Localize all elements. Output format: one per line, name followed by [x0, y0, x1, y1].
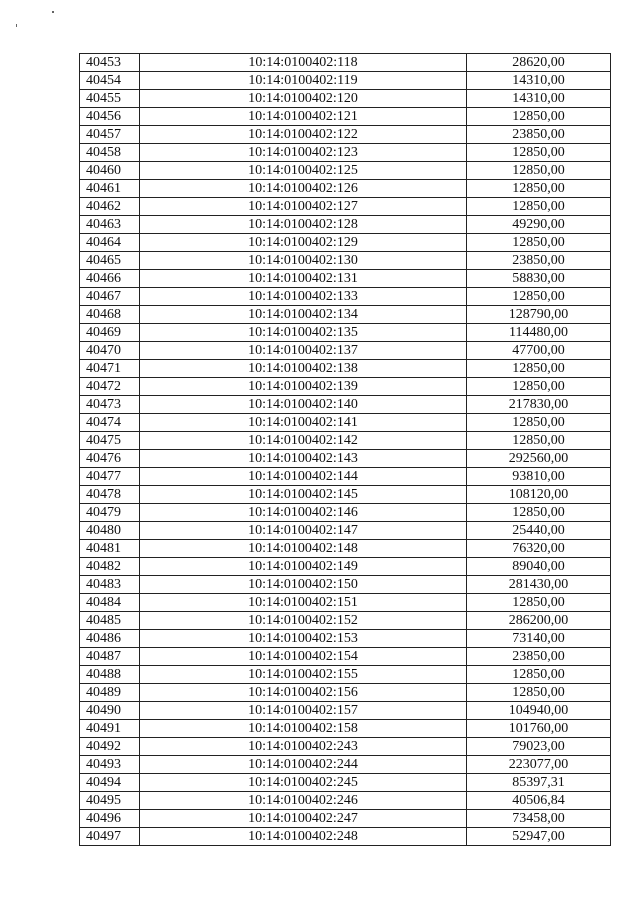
table-row: [80, 324, 611, 342]
row-number-cell: 40483: [80, 576, 140, 594]
table-row: [80, 72, 611, 90]
table-row: [80, 540, 611, 558]
row-number-cell: 40455: [80, 90, 140, 108]
value-cell: 93810,00: [467, 468, 611, 486]
table-row: [80, 468, 611, 486]
value-cell: 23850,00: [467, 648, 611, 666]
table-row: [80, 684, 611, 702]
table-row: [80, 306, 611, 324]
value-cell: 23850,00: [467, 252, 611, 270]
row-number-cell: 40462: [80, 198, 140, 216]
row-number-cell: 40490: [80, 702, 140, 720]
cadastral-value-table: [79, 53, 611, 846]
value-cell: 104940,00: [467, 702, 611, 720]
row-number-cell: 40454: [80, 72, 140, 90]
table-row: [80, 612, 611, 630]
cadastral-number-cell: 10:14:0100402:246: [140, 792, 467, 810]
row-number-cell: 40477: [80, 468, 140, 486]
table-row: [80, 378, 611, 396]
row-number-cell: 40497: [80, 828, 140, 846]
value-cell: 23850,00: [467, 126, 611, 144]
table-row: [80, 396, 611, 414]
value-cell: 85397,31: [467, 774, 611, 792]
cadastral-number-cell: 10:14:0100402:139: [140, 378, 467, 396]
cadastral-number-cell: 10:14:0100402:148: [140, 540, 467, 558]
cadastral-number-cell: 10:14:0100402:144: [140, 468, 467, 486]
cadastral-number-cell: 10:14:0100402:121: [140, 108, 467, 126]
table-row: [80, 792, 611, 810]
table-row: [80, 162, 611, 180]
value-cell: 101760,00: [467, 720, 611, 738]
cadastral-number-cell: 10:14:0100402:135: [140, 324, 467, 342]
row-number-cell: 40461: [80, 180, 140, 198]
value-cell: 217830,00: [467, 396, 611, 414]
table-row: [80, 666, 611, 684]
row-number-cell: 40482: [80, 558, 140, 576]
value-cell: 12850,00: [467, 378, 611, 396]
table-row: [80, 486, 611, 504]
table-row: [80, 504, 611, 522]
value-cell: 12850,00: [467, 162, 611, 180]
table-row: [80, 828, 611, 846]
row-number-cell: 40493: [80, 756, 140, 774]
cadastral-number-cell: 10:14:0100402:152: [140, 612, 467, 630]
cadastral-number-cell: 10:14:0100402:243: [140, 738, 467, 756]
value-cell: 12850,00: [467, 288, 611, 306]
value-cell: 28620,00: [467, 54, 611, 72]
value-cell: 12850,00: [467, 360, 611, 378]
value-cell: 12850,00: [467, 198, 611, 216]
row-number-cell: 40460: [80, 162, 140, 180]
value-cell: 47700,00: [467, 342, 611, 360]
value-cell: 52947,00: [467, 828, 611, 846]
row-number-cell: 40478: [80, 486, 140, 504]
row-number-cell: 40481: [80, 540, 140, 558]
row-number-cell: 40496: [80, 810, 140, 828]
row-number-cell: 40494: [80, 774, 140, 792]
table-row: [80, 90, 611, 108]
value-cell: 108120,00: [467, 486, 611, 504]
value-cell: 281430,00: [467, 576, 611, 594]
row-number-cell: 40465: [80, 252, 140, 270]
row-number-cell: 40495: [80, 792, 140, 810]
row-number-cell: 40474: [80, 414, 140, 432]
value-cell: 286200,00: [467, 612, 611, 630]
cadastral-number-cell: 10:14:0100402:158: [140, 720, 467, 738]
value-cell: 49290,00: [467, 216, 611, 234]
cadastral-number-cell: 10:14:0100402:146: [140, 504, 467, 522]
table-row: [80, 702, 611, 720]
cadastral-number-cell: 10:14:0100402:120: [140, 90, 467, 108]
cadastral-number-cell: 10:14:0100402:118: [140, 54, 467, 72]
row-number-cell: 40463: [80, 216, 140, 234]
row-number-cell: 40486: [80, 630, 140, 648]
cadastral-number-cell: 10:14:0100402:129: [140, 234, 467, 252]
row-number-cell: 40456: [80, 108, 140, 126]
value-cell: 58830,00: [467, 270, 611, 288]
row-number-cell: 40484: [80, 594, 140, 612]
row-number-cell: 40491: [80, 720, 140, 738]
table-row: [80, 630, 611, 648]
cadastral-number-cell: 10:14:0100402:119: [140, 72, 467, 90]
cadastral-number-cell: 10:14:0100402:131: [140, 270, 467, 288]
cadastral-number-cell: 10:14:0100402:137: [140, 342, 467, 360]
table-row: [80, 432, 611, 450]
cadastral-number-cell: 10:14:0100402:149: [140, 558, 467, 576]
value-cell: 114480,00: [467, 324, 611, 342]
cadastral-number-cell: 10:14:0100402:244: [140, 756, 467, 774]
cadastral-number-cell: 10:14:0100402:134: [140, 306, 467, 324]
row-number-cell: 40479: [80, 504, 140, 522]
row-number-cell: 40458: [80, 144, 140, 162]
value-cell: 14310,00: [467, 90, 611, 108]
table-row: [80, 198, 611, 216]
value-cell: 12850,00: [467, 414, 611, 432]
value-cell: 12850,00: [467, 144, 611, 162]
table-row: [80, 414, 611, 432]
value-cell: 12850,00: [467, 594, 611, 612]
cadastral-number-cell: 10:14:0100402:157: [140, 702, 467, 720]
value-cell: 73140,00: [467, 630, 611, 648]
table-row: [80, 594, 611, 612]
value-cell: 73458,00: [467, 810, 611, 828]
value-cell: 12850,00: [467, 432, 611, 450]
cadastral-number-cell: 10:14:0100402:130: [140, 252, 467, 270]
table-row: [80, 774, 611, 792]
cadastral-number-cell: 10:14:0100402:155: [140, 666, 467, 684]
row-number-cell: 40473: [80, 396, 140, 414]
table-row: [80, 108, 611, 126]
table-row: [80, 342, 611, 360]
row-number-cell: 40488: [80, 666, 140, 684]
table-row: [80, 54, 611, 72]
row-number-cell: 40464: [80, 234, 140, 252]
row-number-cell: 40470: [80, 342, 140, 360]
value-cell: 292560,00: [467, 450, 611, 468]
value-cell: 12850,00: [467, 684, 611, 702]
cadastral-number-cell: 10:14:0100402:151: [140, 594, 467, 612]
cadastral-number-cell: 10:14:0100402:140: [140, 396, 467, 414]
cadastral-number-cell: 10:14:0100402:125: [140, 162, 467, 180]
table-row: [80, 810, 611, 828]
row-number-cell: 40468: [80, 306, 140, 324]
row-number-cell: 40453: [80, 54, 140, 72]
table-row: [80, 522, 611, 540]
value-cell: 14310,00: [467, 72, 611, 90]
table-row: [80, 738, 611, 756]
row-number-cell: 40492: [80, 738, 140, 756]
row-number-cell: 40471: [80, 360, 140, 378]
cadastral-number-cell: 10:14:0100402:154: [140, 648, 467, 666]
cadastral-number-cell: 10:14:0100402:247: [140, 810, 467, 828]
row-number-cell: 40476: [80, 450, 140, 468]
cadastral-number-cell: 10:14:0100402:245: [140, 774, 467, 792]
cadastral-number-cell: 10:14:0100402:126: [140, 180, 467, 198]
row-number-cell: 40487: [80, 648, 140, 666]
table-row: [80, 126, 611, 144]
value-cell: 12850,00: [467, 180, 611, 198]
table-row: [80, 576, 611, 594]
value-cell: 25440,00: [467, 522, 611, 540]
cadastral-number-cell: 10:14:0100402:145: [140, 486, 467, 504]
row-number-cell: 40480: [80, 522, 140, 540]
row-number-cell: 40469: [80, 324, 140, 342]
row-number-cell: 40489: [80, 684, 140, 702]
row-number-cell: 40457: [80, 126, 140, 144]
table-row: [80, 648, 611, 666]
cadastral-number-cell: 10:14:0100402:142: [140, 432, 467, 450]
value-cell: 12850,00: [467, 234, 611, 252]
value-cell: 76320,00: [467, 540, 611, 558]
table-row: [80, 720, 611, 738]
table-row: [80, 450, 611, 468]
row-number-cell: 40466: [80, 270, 140, 288]
table-row: [80, 234, 611, 252]
cadastral-number-cell: 10:14:0100402:156: [140, 684, 467, 702]
table-row: [80, 360, 611, 378]
cadastral-number-cell: 10:14:0100402:133: [140, 288, 467, 306]
table-body: [80, 54, 611, 846]
cadastral-number-cell: 10:14:0100402:248: [140, 828, 467, 846]
cadastral-number-cell: 10:14:0100402:143: [140, 450, 467, 468]
cadastral-number-cell: 10:14:0100402:122: [140, 126, 467, 144]
cadastral-number-cell: 10:14:0100402:141: [140, 414, 467, 432]
value-cell: 89040,00: [467, 558, 611, 576]
table-row: [80, 180, 611, 198]
scan-speck: [52, 11, 54, 13]
value-cell: 40506,84: [467, 792, 611, 810]
value-cell: 12850,00: [467, 666, 611, 684]
table-row: [80, 144, 611, 162]
row-number-cell: 40467: [80, 288, 140, 306]
row-number-cell: 40472: [80, 378, 140, 396]
cadastral-number-cell: 10:14:0100402:123: [140, 144, 467, 162]
table-row: [80, 756, 611, 774]
table-row: [80, 270, 611, 288]
scan-mark: [16, 24, 17, 27]
cadastral-number-cell: 10:14:0100402:127: [140, 198, 467, 216]
value-cell: 12850,00: [467, 504, 611, 522]
row-number-cell: 40475: [80, 432, 140, 450]
table-row: [80, 216, 611, 234]
value-cell: 223077,00: [467, 756, 611, 774]
cadastral-number-cell: 10:14:0100402:128: [140, 216, 467, 234]
table-row: [80, 252, 611, 270]
cadastral-number-cell: 10:14:0100402:147: [140, 522, 467, 540]
row-number-cell: 40485: [80, 612, 140, 630]
cadastral-number-cell: 10:14:0100402:153: [140, 630, 467, 648]
value-cell: 128790,00: [467, 306, 611, 324]
value-cell: 79023,00: [467, 738, 611, 756]
value-cell: 12850,00: [467, 108, 611, 126]
cadastral-number-cell: 10:14:0100402:150: [140, 576, 467, 594]
cadastral-number-cell: 10:14:0100402:138: [140, 360, 467, 378]
table-row: [80, 558, 611, 576]
table-row: [80, 288, 611, 306]
